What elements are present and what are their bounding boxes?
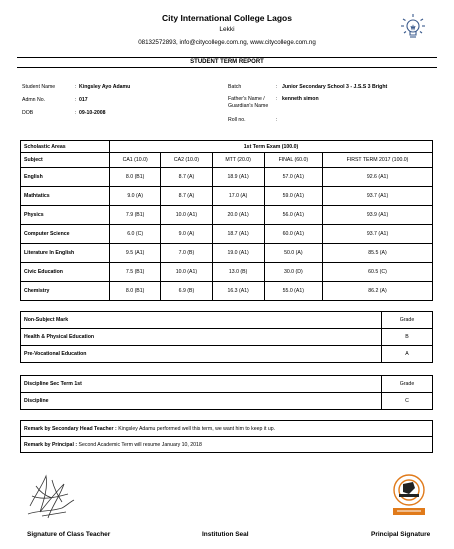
subject-name: Mathtatics [21, 187, 110, 206]
principal-remark-cell [21, 437, 433, 453]
subject-name: Literature In English [21, 244, 110, 263]
table-row [21, 187, 433, 206]
ca2-score: 8.7 (A) [161, 168, 212, 187]
table-row [21, 282, 433, 301]
non-subject-grade: A [382, 346, 433, 363]
table-row [21, 329, 433, 346]
ca2-score: 9.0 (A) [161, 225, 212, 244]
admn-colon: : [75, 97, 77, 103]
table-row [21, 206, 433, 225]
batch-label: Batch [228, 84, 242, 90]
subject-name: Computer Science [21, 225, 110, 244]
ca2-score: 7.0 (B) [161, 244, 212, 263]
ca1-score: 8.0 (B1) [110, 168, 161, 187]
admn-value: 017 [79, 97, 88, 103]
col-header-subject: Subject [21, 153, 110, 168]
ca1-score: 8.0 (B1) [110, 282, 161, 301]
term-label: 1st Term Exam (100.0) [110, 141, 433, 153]
discipline-title: Discipline Sec Term 1st [21, 376, 382, 393]
dob-colon: : [75, 110, 77, 116]
discipline-name: Discipline [21, 393, 382, 410]
final-score: 60.0 (A1) [264, 225, 322, 244]
subject-name: Civic Education [21, 263, 110, 282]
student-name-label: Student Name [22, 84, 56, 90]
school-contact: 08132572893, info@citycollege.com.ng, www.citycollege.com.ng [138, 39, 316, 46]
remark-row-principal [21, 437, 433, 453]
term-total: 86.2 (A) [323, 282, 433, 301]
head-teacher-remark-label: Remark by Secondary Head Teacher : [24, 425, 117, 432]
table-row [21, 393, 433, 410]
final-score: 57.0 (A1) [264, 168, 322, 187]
ca1-score: 7.5 (B1) [110, 263, 161, 282]
final-score: 30.0 (D) [264, 263, 322, 282]
report-title: STUDENT TERM REPORT [17, 57, 437, 68]
scores-header-row-2 [21, 153, 433, 168]
ca2-score: 10.0 (A1) [161, 263, 212, 282]
table-row [21, 225, 433, 244]
guardian-value: kenneth simon [282, 96, 319, 102]
admn-label: Admn No. [22, 97, 46, 103]
student-name-colon: : [75, 84, 77, 90]
term-total: 93.7 (A1) [323, 187, 433, 206]
table-row [21, 263, 433, 282]
col-header-mtt: MTT (20.0) [212, 153, 264, 168]
non-subject-grade: B [382, 329, 433, 346]
non-subject-name: Pre-Vocational Education [21, 346, 382, 363]
guardian-colon: : [276, 96, 278, 102]
scores-table [20, 140, 433, 301]
term-total: 93.9 (A1) [323, 206, 433, 225]
school-city: Lekki [219, 26, 235, 33]
head-teacher-remark-cell [21, 421, 433, 437]
ca1-score: 7.9 (B1) [110, 206, 161, 225]
term-total: 92.6 (A1) [323, 168, 433, 187]
discipline-grade-header: Grade [382, 376, 433, 393]
ca2-score: 10.0 (A1) [161, 206, 212, 225]
term-total: 85.5 (A) [323, 244, 433, 263]
ca1-score: 9.0 (A) [110, 187, 161, 206]
final-score: 59.0 (A1) [264, 187, 322, 206]
subject-name: Physics [21, 206, 110, 225]
non-subject-name: Health & Physical Education [21, 329, 382, 346]
discipline-grade: C [382, 393, 433, 410]
final-score: 50.0 (A) [264, 244, 322, 263]
class-teacher-signature-label: Signature of Class Teacher [27, 531, 111, 538]
dob-label: DOB [22, 110, 34, 116]
ca1-score: 6.0 (C) [110, 225, 161, 244]
head-teacher-remark-text: Kingsley Adamu performed well this term, we want him to keep it up. [118, 425, 276, 432]
institution-seal-label: Institution Seal [202, 531, 249, 538]
school-name: City International College Lagos [162, 13, 292, 23]
guardian-label-1: Father's Name / [228, 96, 265, 102]
discipline-table [20, 375, 433, 410]
dob-value: 09-10-2008 [79, 110, 106, 116]
batch-value: Junior Secondary School 3 - J.S.S 3 Bright [282, 84, 388, 90]
roll-label: Roll no. [228, 117, 246, 123]
scores-header-row-1 [21, 141, 433, 153]
class-teacher-signature [22, 466, 82, 526]
mtt-score: 19.0 (A1) [212, 244, 264, 263]
col-header-ca2: CA2 (10.0) [161, 153, 212, 168]
ca2-score: 8.7 (A) [161, 187, 212, 206]
ca2-score: 6.9 (B) [161, 282, 212, 301]
principal-seal-icon [385, 470, 433, 522]
col-header-ca1: CA1 (10.0) [110, 153, 161, 168]
ca1-score: 9.5 (A1) [110, 244, 161, 263]
principal-signature-label: Principal Signature [371, 531, 431, 538]
lightbulb-logo-icon [399, 12, 427, 42]
principal-remark-text: Second Academic Term will resume January 10, 2018 [78, 441, 202, 448]
table-row [21, 168, 433, 187]
final-score: 55.0 (A1) [264, 282, 322, 301]
discipline-header-row [21, 376, 433, 393]
mtt-score: 20.0 (A1) [212, 206, 264, 225]
term-total: 93.7 (A1) [323, 225, 433, 244]
non-subject-table [20, 311, 433, 363]
batch-colon: : [276, 84, 278, 90]
subject-name: English [21, 168, 110, 187]
table-row [21, 346, 433, 363]
remarks-table [20, 420, 433, 453]
non-subject-header-row [21, 312, 433, 329]
mtt-score: 18.9 (A1) [212, 168, 264, 187]
col-header-first-term: FIRST TERM 2017 (100.0) [323, 153, 433, 168]
mtt-score: 17.0 (A) [212, 187, 264, 206]
remark-row-head-teacher [21, 421, 433, 437]
mtt-score: 16.3 (A1) [212, 282, 264, 301]
term-total: 60.5 (C) [323, 263, 433, 282]
mtt-score: 18.7 (A1) [212, 225, 264, 244]
table-row [21, 244, 433, 263]
guardian-label-2: Guardian's Name [228, 103, 269, 109]
non-subject-grade-header: Grade [382, 312, 433, 329]
mtt-score: 13.0 (B) [212, 263, 264, 282]
scholastic-areas-label: Scholastic Areas [21, 141, 110, 153]
col-header-final: FINAL (60.0) [264, 153, 322, 168]
non-subject-title: Non-Subject Mark [21, 312, 382, 329]
principal-remark-label: Remark by Principal : [24, 441, 78, 448]
roll-colon: : [276, 117, 278, 123]
final-score: 56.0 (A1) [264, 206, 322, 225]
student-name-value: Kingsley Ayo Adamu [79, 84, 131, 90]
subject-name: Chemistry [21, 282, 110, 301]
